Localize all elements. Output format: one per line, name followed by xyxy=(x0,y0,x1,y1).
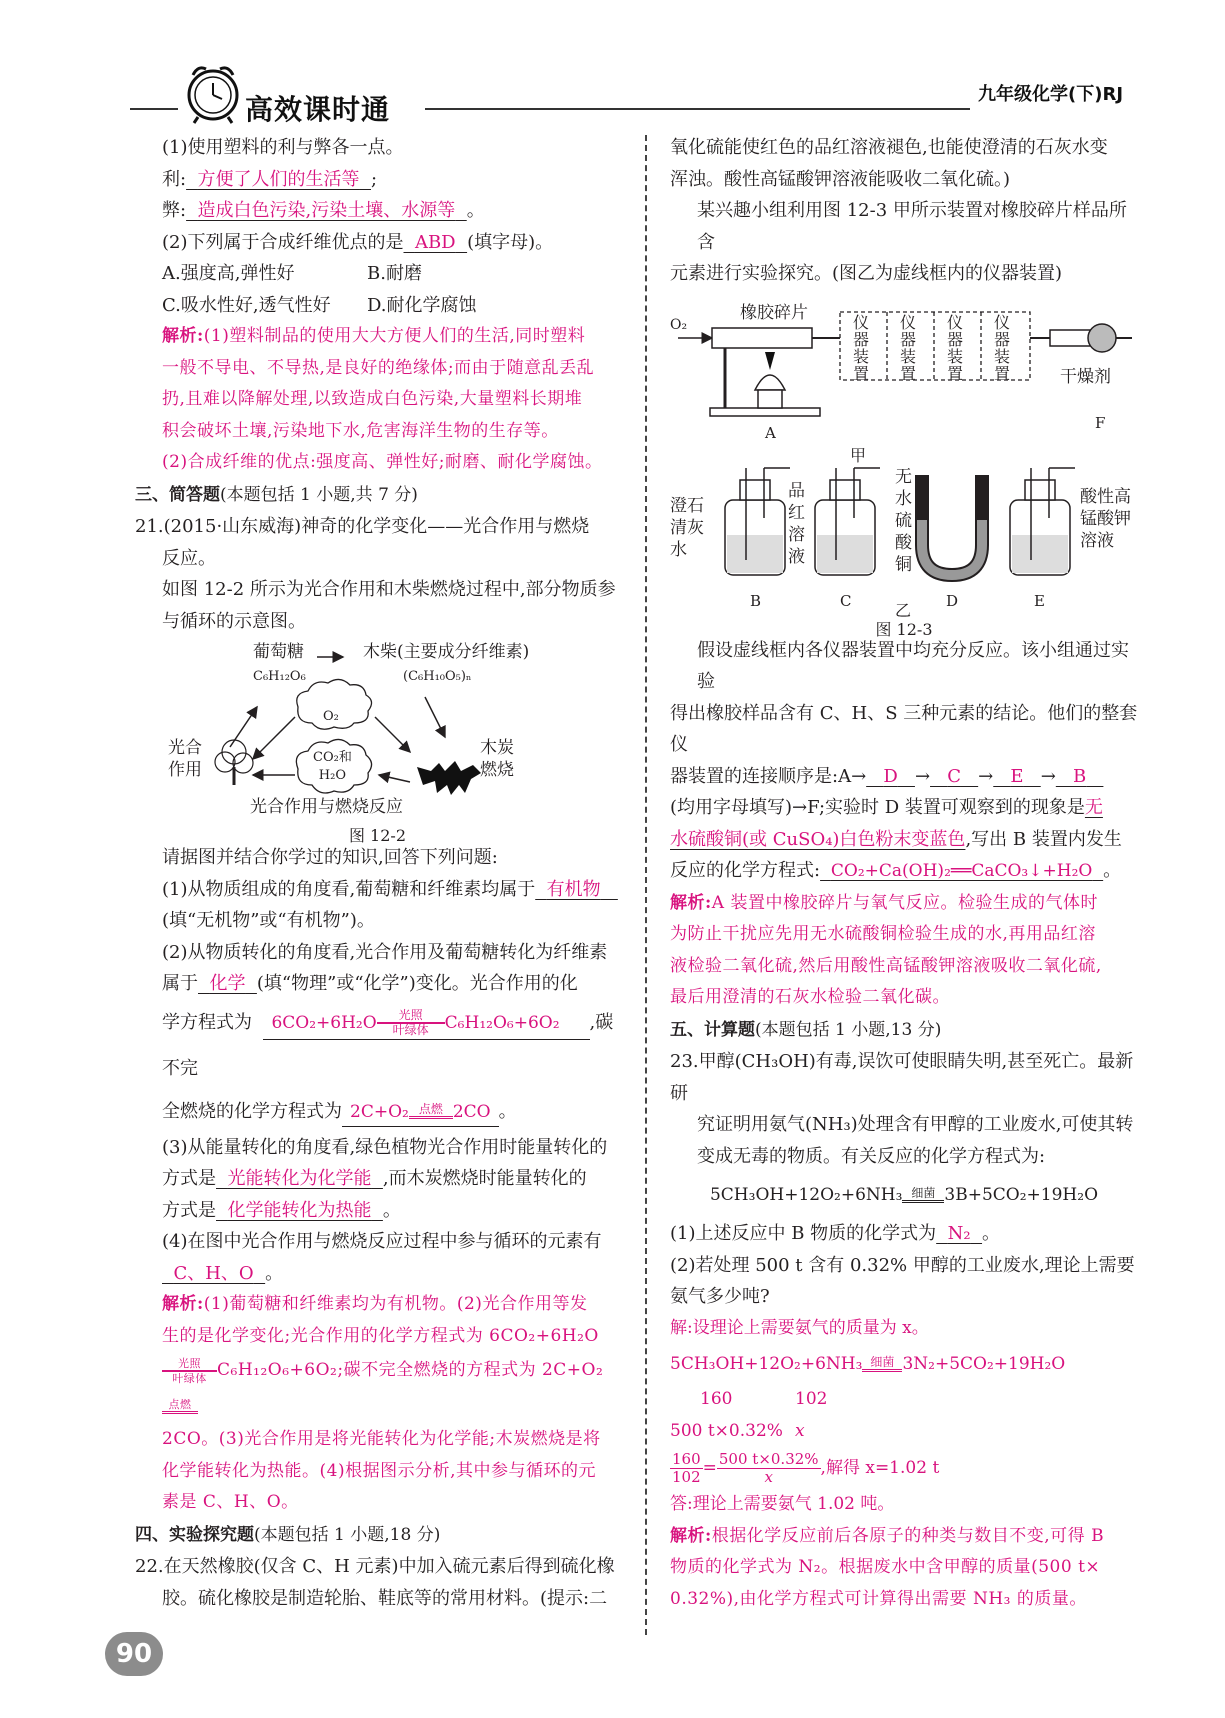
section-3-heading: 三、简答题(本题包括 1 小题,共 7 分) xyxy=(135,484,418,505)
q21-part1-answer: 有机物 xyxy=(546,878,601,900)
q21-part2-answer: 化学 xyxy=(209,973,246,994)
page-header xyxy=(0,0,1225,125)
figure-caption-12-3: 图 12-3 xyxy=(875,619,933,639)
q21-part2-b: 属于 化学 (填“物理”或“化学”)变化。光合作用的化 xyxy=(162,973,578,994)
q22-hint-1: 氧化硫能使红色的品红溶液褪色,也能使澄清的石灰水变 xyxy=(670,137,1108,158)
q21-part4-answer-line: C、H、O 。 xyxy=(135,1258,620,1290)
q21-part1: (1)从物质组成的角度看,葡萄糖和纤维素均属于 有机物 xyxy=(135,874,620,906)
q21-stem-4: 与循环的示意图。 xyxy=(162,610,306,632)
q21-stem-2: 反应。 xyxy=(162,547,216,569)
li-answer: 方便了人们的生活等 xyxy=(197,168,360,190)
device-1: 仪器装置 xyxy=(853,312,870,383)
glucose-formula: C₆H₁₂O₆ xyxy=(253,669,306,684)
q20-part2-answer: ABD xyxy=(414,231,456,253)
device-4: 仪器装置 xyxy=(994,312,1011,383)
q21-part3: (3)从能量转化的角度看,绿色植物光合作用时能量转化的 xyxy=(162,1136,608,1158)
diagram-title: 光合作用与燃烧反应 xyxy=(250,797,403,817)
figure-12-2 xyxy=(135,637,620,845)
label-kmno4: 酸性高锰酸钾溶液 xyxy=(1080,486,1131,551)
phenomenon-answer-a: 无 xyxy=(1084,797,1103,818)
burning-equation: 2C+O₂ 点燃 2CO xyxy=(342,1102,499,1127)
q23-part1-answer: N₂ xyxy=(947,1223,971,1244)
label-a: A xyxy=(765,423,776,442)
q23-part2-b: 氨气多少吨? xyxy=(670,1286,770,1307)
rubber-label: 橡胶碎片 xyxy=(740,302,808,323)
q21-stem-3: 如图 12-2 所示为光合作用和木柴燃烧过程中,部分物质参 xyxy=(162,579,616,600)
o2-label: O₂ xyxy=(323,709,339,724)
left-column xyxy=(135,132,620,1614)
q21-part2: (2)从物质转化的角度看,光合作用及葡萄糖转化为纤维素 xyxy=(162,941,608,963)
q21-stem: 21.(2015·山东威海)神奇的化学变化——光合作用与燃烧 xyxy=(135,516,590,537)
analysis-q23: 解析:根据化学反应前后各原子的种类与数目不变,可得 B 物质的化学式为 N₂。根据废水中含甲醇的质量(500 t× 0.32%),由化学方程式可计算得出需要 NH₃ 的质量。 xyxy=(670,1525,1105,1609)
q20-part1: (1)使用塑料的利与弊各一点。 xyxy=(162,137,404,158)
q22-equation-line: 反应的化学方程式: CO₂+Ca(OH)₂══CaCO₃↓+H₂O 。 xyxy=(670,860,1122,881)
seq-3: E xyxy=(1010,765,1024,787)
charcoal-burn-label: 木炭 燃烧 xyxy=(480,738,514,780)
analysis-q22: 解析:A 装置中橡胶碎片与氧气反应。检验生成的气体时 为防止干扰应先用无水硫酸铜检验生成的水,再用品红溶 液检验二氧化硫,然后用酸性高锰酸钾溶液吸收二氧化硫, 最后用澄清的石灰水检验二氧化碳。 xyxy=(670,892,1102,1007)
label-jia: 甲 xyxy=(850,445,867,465)
label-b: B xyxy=(750,591,762,610)
q22-text-4: 得出橡胶样品含有 C、H、S 三种元素的结论。他们的整套仪 xyxy=(670,702,1138,755)
label-limewater: 澄石清灰水 xyxy=(670,495,704,560)
book-title: 九年级化学(下)RJ xyxy=(978,84,1124,105)
analysis-q21: 解析:(1)葡萄糖和纤维素均为有机物。(2)光合作用等发 生的是化学变化;光合作用的化学方程式为 6CO₂+6H₂O 光照 叶绿体 C₆H₁₂O₆+6O₂;碳不完全燃烧的方程式为 2C+O₂ 点燃 2CO。(3)光合作用是将光能转化为化学能;木炭燃烧是将 化学能转化为热能。(4)根据图示分析,其中参与循环的元 素是 C、H、O。 xyxy=(162,1294,604,1512)
bi-line: 弊: 造成白色污染,污染土壤、水源等 。 xyxy=(162,200,485,221)
device-2: 仪器装置 xyxy=(900,312,917,383)
wood-label: 木柴(主要成分纤维素) xyxy=(363,642,530,662)
q22-phenomenon-line: (均用字母填写)→F;实验时 D 装置可观察到的现象是无 xyxy=(670,797,1103,818)
q23-stem: 23.甲醇(CH₃OH)有毒,误饮可使眼睛失明,甚至死亡。最新研 xyxy=(670,1051,1134,1104)
co2-h2o-label: CO₂和 H₂O xyxy=(313,750,352,783)
u-tube-d xyxy=(922,475,982,575)
label-d: D xyxy=(946,591,959,610)
q22-sequence-line: 器装置的连接顺序是:A→ D → C → E → B xyxy=(670,761,1138,793)
glucose-label: 葡萄糖 xyxy=(253,642,304,662)
q20-part2: (2)下列属于合成纤维优点的是 ABD (填字母)。 xyxy=(162,231,554,253)
options-ab: A.强度高,弹性好 B.耐磨 xyxy=(162,263,422,284)
section-5-heading: 五、计算题(本题包括 1 小题,13 分) xyxy=(670,1019,942,1040)
q21-part4-answer: C、H、O xyxy=(173,1262,254,1284)
label-magenta: 品红溶液 xyxy=(788,480,805,567)
right-column xyxy=(670,132,1138,1615)
q22-text-3: 假设虚线框内各仪器装置中均充分反应。该小组通过实验 xyxy=(697,639,1129,692)
bottle-b xyxy=(725,468,790,575)
figure-caption: 图 12-2 xyxy=(348,826,407,845)
book-logo-text: 高效课时通 xyxy=(245,93,391,126)
q21-part3-answer2: 化学能转化为热能 xyxy=(227,1199,372,1221)
q22-stem-2: 胶。硫化橡胶是制造轮胎、鞋底等的常用材料。(提示:二 xyxy=(162,1587,608,1609)
q22-hint-2: 浑浊。酸性高锰酸钾溶液能吸收二氧化硫。) xyxy=(670,168,1011,190)
q23-stem-3: 变成无毒的物质。有关反应的化学方程式为: xyxy=(697,1145,1046,1167)
q23-equation: 5CH₃OH+12O₂+6NH₃ 细菌 3B+5CO₂+19H₂O xyxy=(709,1185,1099,1205)
q21-part3-b: 方式是 光能转化为化学能 ,而木炭燃烧时能量转化的 xyxy=(162,1168,587,1189)
q22-stem: 22.在天然橡胶(仅含 C、H 元素)中加入硫元素后得到硫化橡 xyxy=(135,1556,615,1577)
bi-answer: 造成白色污染,污染土壤、水源等 xyxy=(197,200,456,221)
label-f: F xyxy=(1095,413,1106,432)
phenomenon-answer-b: 水硫酸铜(或 CuSO₄)白色粉末变蓝色 xyxy=(670,828,966,850)
dryer-label: 干燥剂 xyxy=(1060,366,1111,387)
q22-text-2: 元素进行实验探究。(图乙为虚线框内的仪器装置) xyxy=(670,263,1063,284)
charcoal-icon xyxy=(417,761,481,795)
q21-instruction: 请据图并结合你学过的知识,回答下列问题: xyxy=(162,847,498,868)
page-number: 90 xyxy=(105,1632,163,1676)
seq-2: C xyxy=(947,765,961,787)
label-c: C xyxy=(840,591,852,610)
cellulose-formula: (C₆H₁₀O₅)ₙ xyxy=(403,669,472,684)
figure-12-3 xyxy=(670,290,1138,639)
seq-1: D xyxy=(883,765,898,787)
q21-part3-answer1: 光能转化为化学能 xyxy=(227,1168,372,1189)
o2-inlet-label: O₂ xyxy=(670,316,688,333)
alarm-clock-icon xyxy=(178,55,248,125)
label-e: E xyxy=(1034,591,1045,610)
q21-part1-note: (填“无机物”或“有机物”)。 xyxy=(162,910,375,931)
device-3: 仪器装置 xyxy=(947,312,964,383)
analysis-q20: 解析:(1)塑料制品的使用大大方便人们的生活,同时塑料 一般不导电、不导热,是良好的绝缘体;而由于随意乱丢乱 扔,且难以降解处理,以致造成白色污染,大量塑料长期堆 积会破坏土壤,污染地下水,危害海洋生物的生存等。 (2)合成纤维的优点:强度高、弹性好;耐磨、耐化学腐蚀。 xyxy=(162,326,603,472)
column-divider xyxy=(645,135,647,1635)
q23-stem-2: 究证明用氨气(NH₃)处理含有甲醇的工业废水,可使其转 xyxy=(697,1114,1134,1135)
label-cuso4: 无水硫酸铜 xyxy=(895,466,912,575)
q23-part1: (1)上述反应中 B 物质的化学式为 N₂ 。 xyxy=(670,1223,1001,1244)
tree-icon xyxy=(215,740,253,785)
bottle-e xyxy=(1010,468,1075,575)
photosynthesis-equation: 6CO₂+6H₂O 光照 叶绿体 C₆H₁₂O₆+6O₂ xyxy=(263,1013,589,1040)
q21-photo-eq-line: 学方程式为 6CO₂+6H₂O 光照 叶绿体 C₆H₁₂O₆+6O₂ ,碳不完 xyxy=(162,1008,614,1079)
q22-phenomenon-line-2: 水硫酸铜(或 CuSO₄)白色粉末变蓝色,写出 B 装置内发生 xyxy=(670,828,1122,850)
q21-burn-eq-line: 全燃烧的化学方程式为 2C+O₂ 点燃 2CO 。 xyxy=(135,1092,620,1132)
bottle-c xyxy=(815,468,880,575)
b-equation: CO₂+Ca(OH)₂══CaCO₃↓+H₂O xyxy=(830,861,1093,881)
label-yi: 乙 xyxy=(895,600,912,620)
li-line: 利: 方便了人们的生活等 ; xyxy=(162,168,378,190)
q23-solution: 解:设理论上需要氨气的质量为 x。 5CH₃OH+12O₂+6NH₃ 细菌 3N₂+5CO₂+19H₂O 160 102 500 t×0.32% x $\frac{160}{102}=$ $\frac{500 t\times 0.32\%}{x}$,解得 x=1.02 t 答:理论上需要氨气 1.02 吨。 xyxy=(670,1317,1066,1514)
q22-text-1: 某兴趣小组利用图 12-3 甲所示装置对橡胶碎片样品所含 xyxy=(697,200,1127,253)
q21-part4: (4)在图中光合作用与燃烧反应过程中参与循环的元素有 xyxy=(162,1231,602,1252)
q21-part3-c: 方式是 化学能转化为热能 。 xyxy=(162,1199,401,1221)
options-cd: C.吸水性好,透气性好 D.耐化学腐蚀 xyxy=(162,294,477,316)
q23-part2: (2)若处理 500 t 含有 0.32% 甲醇的工业废水,理论上需要 xyxy=(670,1254,1135,1276)
seq-4: B xyxy=(1073,765,1087,787)
photosynthesis-label: 光合 作用 xyxy=(168,738,202,780)
section-4-heading: 四、实验探究题(本题包括 1 小题,18 分) xyxy=(135,1524,441,1545)
